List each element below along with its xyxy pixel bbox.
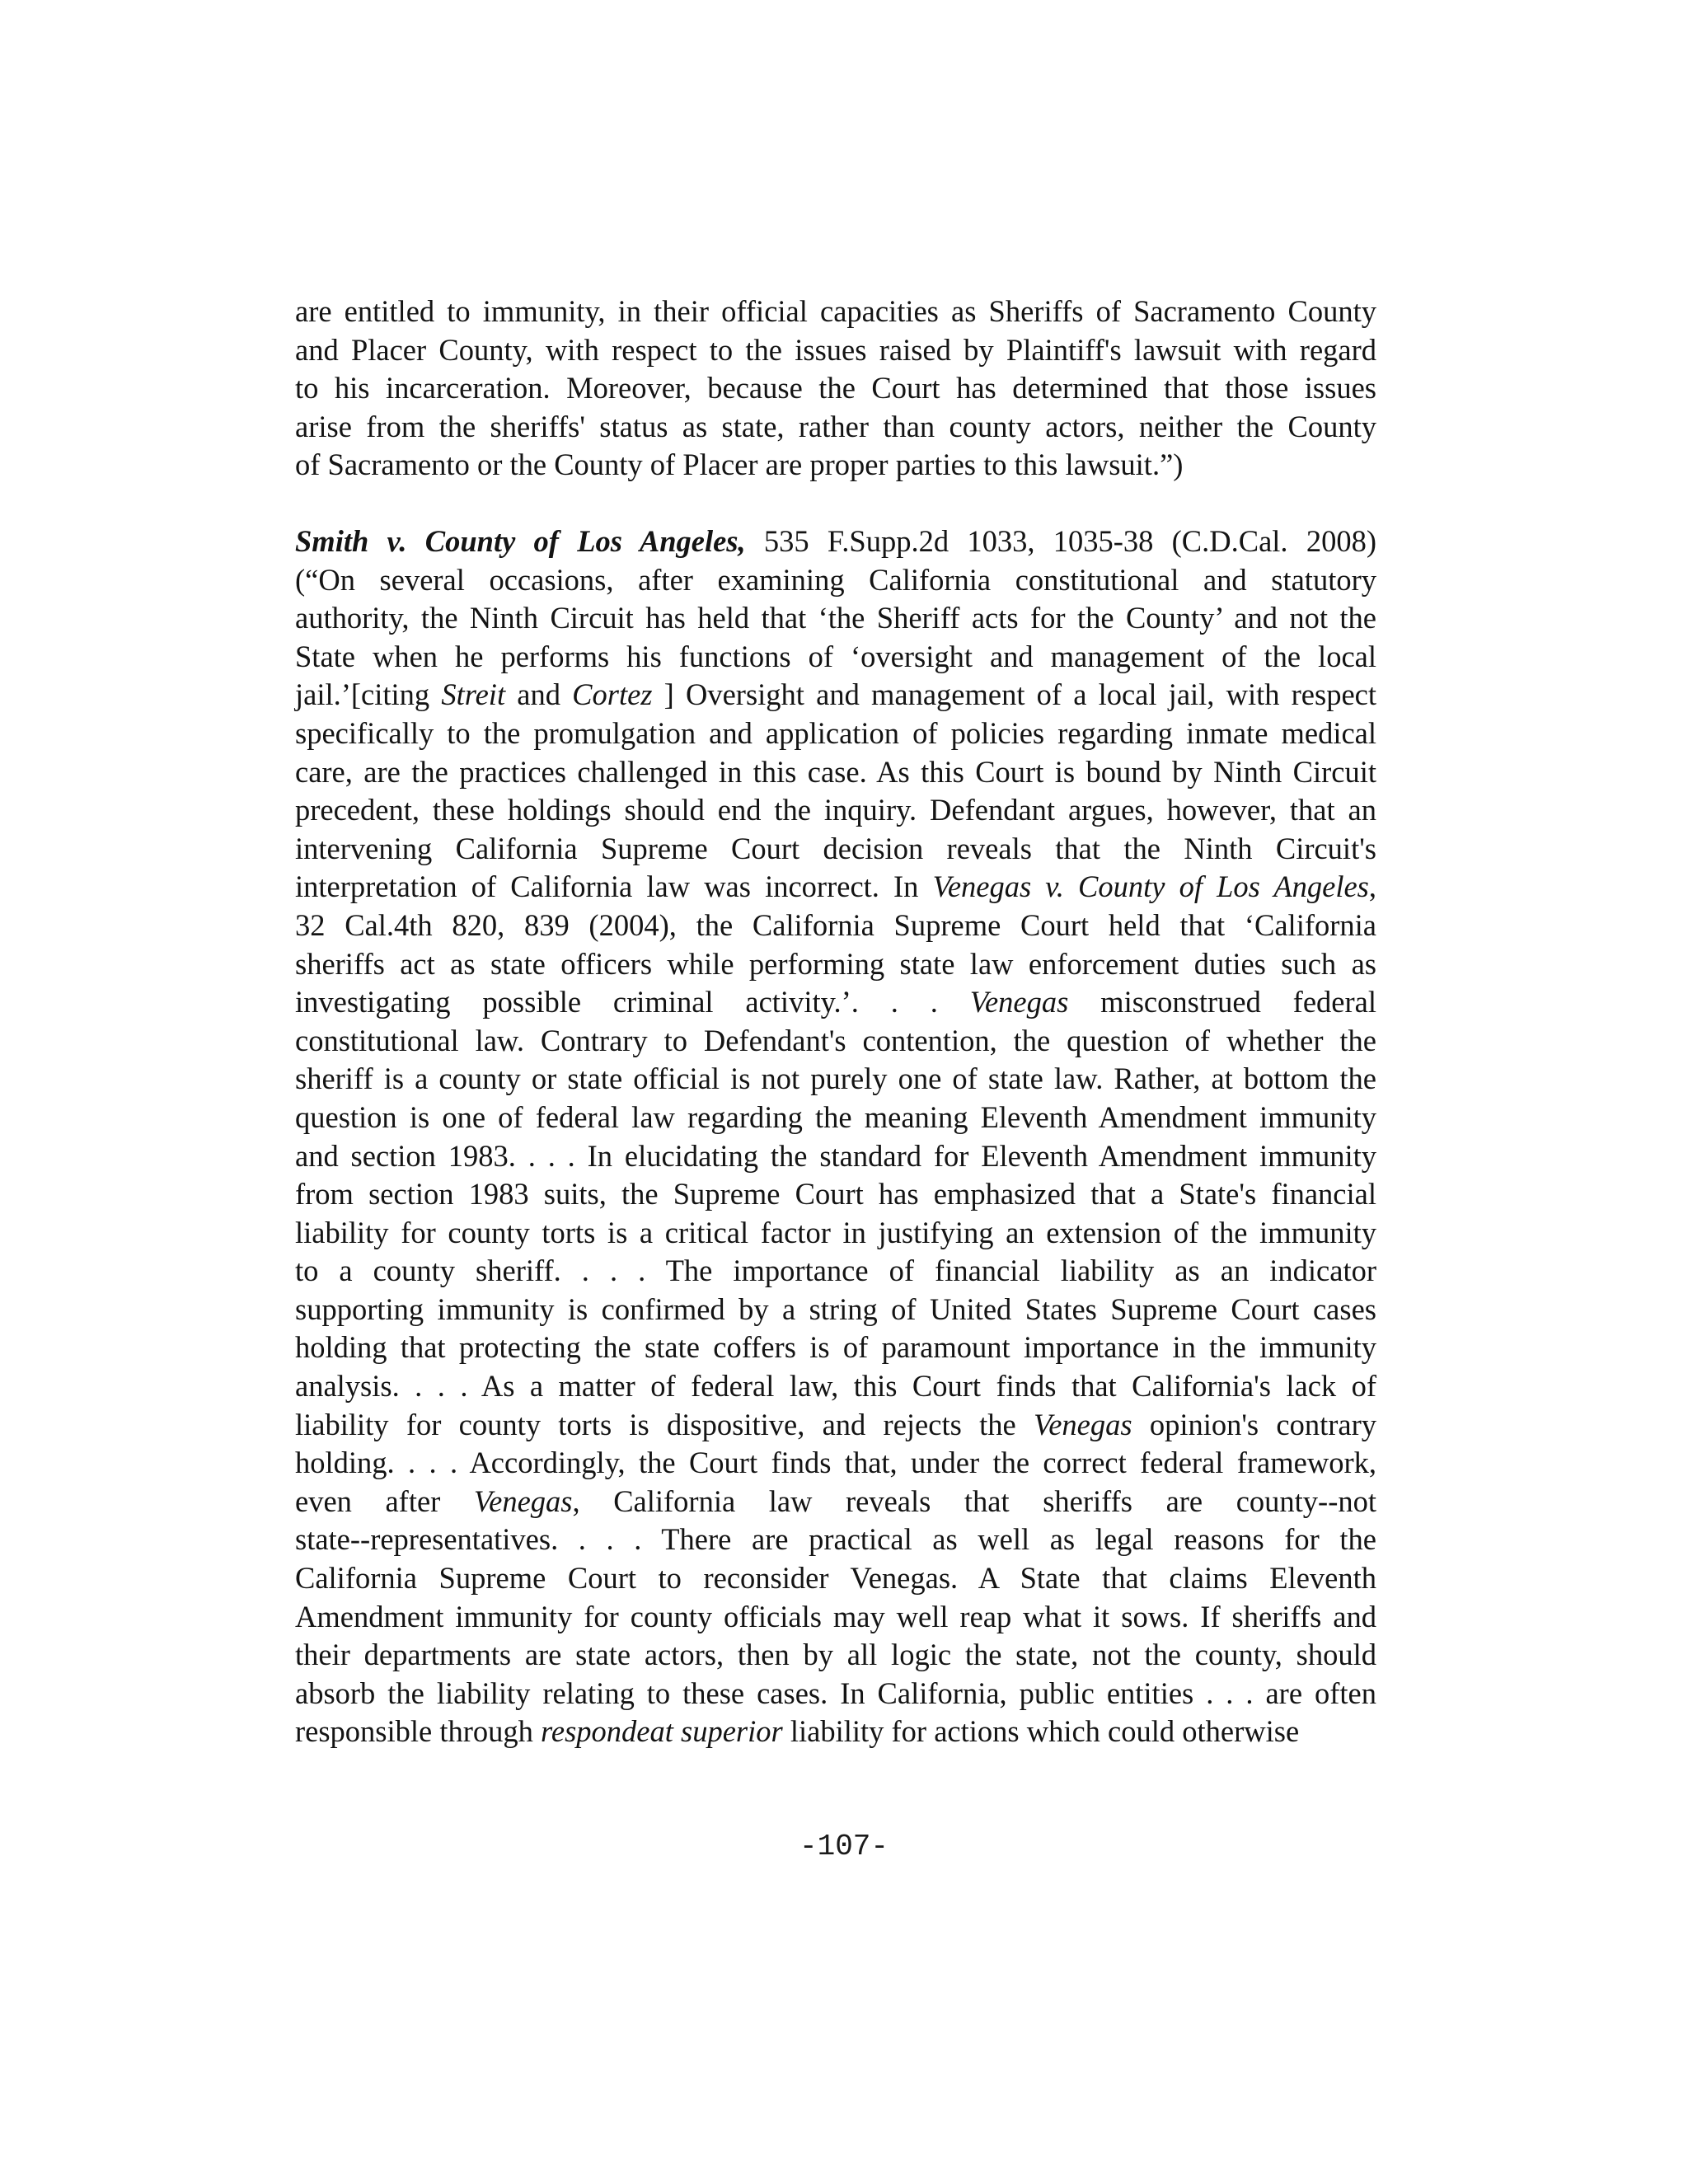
text-run: interpretation of California law was incorrect. In <box>295 869 933 904</box>
case-name: Smith v. County of Los Angeles, <box>295 524 746 558</box>
case-citation-paragraph <box>295 523 1376 1751</box>
text-line: and Placer County, with respect to the issues raised by Plaintiff's lawsuit with regard <box>295 332 1376 367</box>
text-run: misconstrued federal <box>1068 985 1376 1019</box>
text-line: liability for county torts is a critical factor in justifying an extension of the immunity <box>295 1215 1376 1249</box>
text-line <box>295 1406 1376 1445</box>
text-run: jail.’[citing <box>295 677 442 712</box>
text-run: liability for county torts is dispositive, and rejects the <box>295 1407 1034 1441</box>
text-line: care, are the practices challenged in this case. As this Court is bound by Ninth Circuit <box>295 754 1376 789</box>
case-citation: 535 F.Supp.2d 1033, 1035-38 (C.D.Cal. 2008) <box>745 524 1376 558</box>
text-line <box>295 523 1376 561</box>
text-line: holding that protecting the state coffers is of paramount importance in the immunity <box>295 1330 1376 1365</box>
case-reference-venegas: Venegas <box>1033 1407 1132 1441</box>
text-line: 32 Cal.4th 820, 839 (2004), the California Supreme Court held that ‘California <box>295 907 1376 942</box>
text-line: to a county sheriff. . . . The importance of financial liability as an indicator <box>295 1254 1376 1288</box>
text-run: investigating possible criminal activity.’. . . <box>295 985 970 1019</box>
text-line: authority, the Ninth Circuit has held that ‘the Sheriff acts for the County’ and not the <box>295 601 1376 635</box>
text-line: and section 1983. . . . In elucidating the standard for Eleventh Amendment immunity <box>295 1138 1376 1173</box>
text-line: arise from the sheriffs' status as state, rather than county actors, neither the County <box>295 409 1376 443</box>
text-line <box>295 1483 1376 1521</box>
text-run: and <box>505 677 573 712</box>
text-line: sheriffs act as state officers while performing state law enforcement duties such as <box>295 946 1376 981</box>
text-line: precedent, these holdings should end the inquiry. Defendant argues, however, that an <box>295 793 1376 827</box>
text-line <box>295 983 1376 1022</box>
text-run: liability for actions which could otherwise <box>782 1714 1300 1749</box>
text-line: their departments are state actors, then by all logic the state, not the county, should <box>295 1638 1376 1672</box>
text-line: to his incarceration. Moreover, because the Court has determined that those issues <box>295 371 1376 405</box>
text-run: responsible through <box>295 1714 542 1749</box>
text-run: , California law reveals that sheriffs are county--not <box>572 1483 1376 1518</box>
text-line: supporting immunity is confirmed by a string of United States Supreme Court cases <box>295 1291 1376 1326</box>
text-line: Amendment immunity for county officials may well reap what it sows. If sheriffs and <box>295 1599 1376 1633</box>
text-line: State when he performs his functions of ‘oversight and management of the local <box>295 639 1376 673</box>
case-reference-cortez: Cortez <box>572 677 653 712</box>
text-line: (“On several occasions, after examining California constitutional and statutory <box>295 562 1376 597</box>
text-line: sheriff is a county or state official is not purely one of state law. Rather, at bottom the <box>295 1062 1376 1096</box>
text-line <box>295 676 1376 715</box>
quote-continuation-paragraph <box>295 293 1376 485</box>
text-line: specifically to the promulgation and application of policies regarding inmate medical <box>295 715 1376 750</box>
legal-term: respondeat superior <box>541 1714 783 1749</box>
text-line: are entitled to immunity, in their official capacities as Sheriffs of Sacramento County <box>295 294 1376 328</box>
text-line: question is one of federal law regarding the meaning Eleventh Amendment immunity <box>295 1099 1376 1134</box>
text-line: from section 1983 suits, the Supreme Court has emphasized that a State's financial <box>295 1177 1376 1212</box>
text-line <box>295 868 1376 907</box>
text-line: holding. . . . Accordingly, the Court finds that, under the correct federal framework, <box>295 1446 1376 1480</box>
text-run: , <box>1368 869 1376 904</box>
text-run: ] Oversight and management of a local jail, with respect <box>652 677 1377 712</box>
text-line: absorb the liability relating to these cases. In California, public entities . . . are often <box>295 1675 1376 1710</box>
text-run: opinion's contrary <box>1132 1407 1376 1441</box>
text-line: constitutional law. Contrary to Defendant's contention, the question of whether the <box>295 1023 1376 1057</box>
text-line: California Supreme Court to reconsider Venegas. A State that claims Eleventh <box>295 1561 1376 1596</box>
text-line: intervening California Supreme Court decision reveals that the Ninth Circuit's <box>295 831 1376 865</box>
text-line: state--representatives. . . . There are practical as well as legal reasons for the <box>295 1522 1376 1557</box>
text-run: even after <box>295 1483 474 1518</box>
text-line: of Sacramento or the County of Placer are proper parties to this lawsuit.”) <box>295 448 1184 482</box>
page-number: -107- <box>799 1830 889 1863</box>
case-reference-venegas: Venegas <box>473 1483 573 1518</box>
case-reference-streit: Streit <box>441 677 506 712</box>
case-reference-venegas-full: Venegas v. County of Los Angeles <box>932 869 1369 904</box>
text-line <box>295 1713 1376 1751</box>
text-line: analysis. . . . As a matter of federal law, this Court finds that California's lack of <box>295 1369 1376 1404</box>
case-reference-venegas: Venegas <box>969 985 1069 1019</box>
